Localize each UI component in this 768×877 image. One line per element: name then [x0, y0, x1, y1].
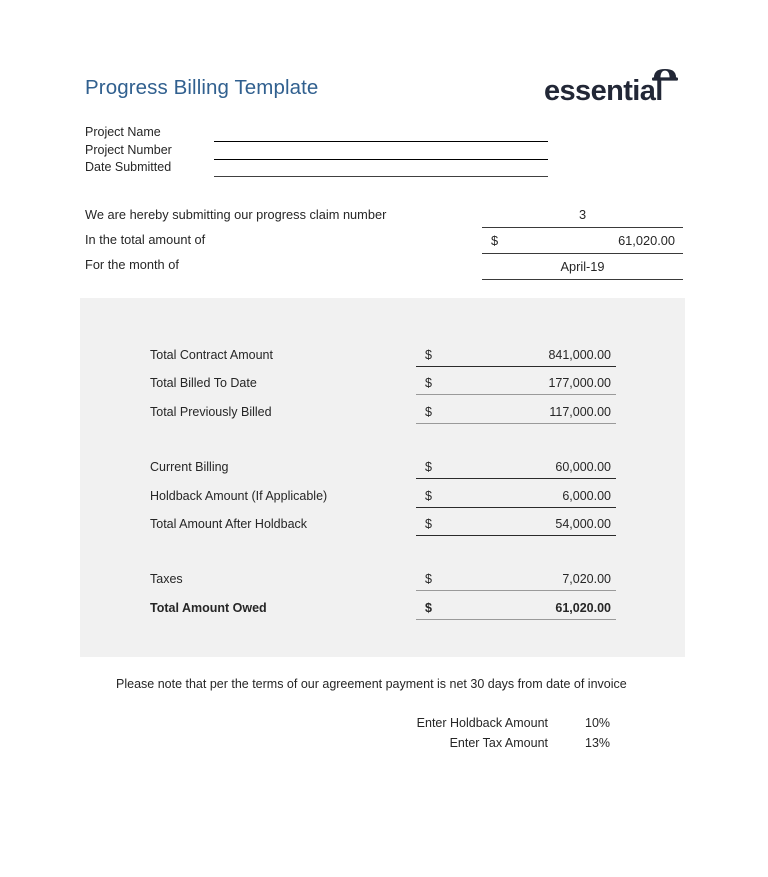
claim-total-amount-value: 61,020.00: [618, 233, 675, 248]
date-submitted-input[interactable]: [214, 176, 548, 177]
amount-value: 54,000.00: [555, 516, 611, 531]
row-value-taxes[interactable]: [416, 569, 616, 591]
table-row: [150, 457, 616, 485]
amount-value: 117,000.00: [549, 404, 611, 419]
entry-row-tax: [330, 734, 620, 754]
amount-value: 61,020.00: [555, 600, 611, 615]
logo-wordmark: essential: [544, 75, 663, 107]
table-row: [150, 486, 616, 514]
project-fields-labels: [85, 124, 172, 177]
amount-value: 60,000.00: [555, 460, 611, 475]
label-claim-number: We are hereby submitting our progress claim number: [85, 207, 387, 222]
label-project-name: Project Name: [85, 125, 161, 139]
claim-labels: [85, 202, 386, 277]
row-label-total-contract-amount: Total Contract Amount: [150, 348, 273, 362]
table-group-spacer: [150, 542, 616, 569]
table-row: [150, 373, 616, 401]
currency-symbol: $: [425, 572, 432, 587]
row-value-current-billing[interactable]: [416, 457, 616, 479]
row-value-total-after-holdback[interactable]: [416, 514, 616, 536]
row-label-current-billing: Current Billing: [150, 460, 229, 475]
row-label-total-previously-billed: Total Previously Billed: [150, 404, 272, 419]
row-value-total-amount-owed[interactable]: [416, 598, 616, 620]
table-group-spacer: [150, 430, 616, 457]
amount-value: 7,020.00: [562, 572, 611, 587]
claim-number-cell[interactable]: [482, 202, 683, 227]
row-label-total-after-holdback: Total Amount After Holdback: [150, 516, 308, 531]
currency-symbol: $: [425, 404, 432, 419]
row-value-total-billed-to-date[interactable]: [416, 373, 616, 395]
entry-row-holdback: [330, 714, 620, 734]
table-row: [150, 569, 616, 597]
table-row: [150, 402, 616, 430]
currency-symbol: $: [425, 348, 432, 362]
amount-value: 6,000.00: [562, 488, 611, 503]
entry-label-tax: Enter Tax Amount: [449, 735, 548, 750]
row-value-total-contract-amount[interactable]: [416, 345, 616, 367]
project-name-input[interactable]: [214, 141, 548, 142]
entry-value-tax[interactable]: 13%: [585, 735, 611, 750]
currency-symbol: $: [425, 600, 432, 615]
currency-symbol: $: [491, 233, 499, 248]
amount-value: 177,000.00: [548, 376, 611, 391]
label-month-of: For the month of: [85, 257, 179, 272]
currency-symbol: $: [425, 460, 432, 475]
claim-month-value: April-19: [560, 259, 605, 274]
row-value-total-previously-billed[interactable]: [416, 402, 616, 424]
project-number-input[interactable]: [214, 159, 548, 160]
entry-settings: [330, 714, 620, 753]
entry-value-holdback[interactable]: 10%: [585, 716, 611, 730]
entry-label-holdback: Enter Holdback Amount: [416, 716, 548, 730]
currency-symbol: $: [425, 488, 432, 503]
essential-logo: [544, 66, 684, 106]
currency-symbol: $: [425, 376, 432, 391]
page-title: Progress Billing Template: [85, 76, 319, 99]
table-row: [150, 598, 616, 626]
row-value-holdback-amount[interactable]: [416, 486, 616, 508]
payment-terms-note: Please note that per the terms of our agreement payment is net 30 days from date of invoice: [116, 677, 627, 691]
currency-symbol: $: [425, 516, 432, 531]
label-date-submitted: Date Submitted: [85, 160, 172, 174]
table-row: [150, 345, 616, 373]
table-row: [150, 514, 616, 542]
claim-values: [482, 202, 683, 280]
claim-number-value: 3: [578, 207, 587, 222]
claim-total-amount-cell[interactable]: [482, 227, 683, 253]
row-label-holdback-amount: Holdback Amount (If Applicable): [150, 488, 328, 503]
label-total-amount: In the total amount of: [85, 232, 206, 247]
row-label-total-billed-to-date: Total Billed To Date: [150, 376, 257, 391]
label-project-number: Project Number: [85, 142, 172, 157]
amount-value: 841,000.00: [548, 348, 611, 362]
row-label-taxes: Taxes: [150, 572, 183, 587]
row-label-total-amount-owed: Total Amount Owed: [150, 600, 267, 615]
summary-table: [150, 345, 616, 626]
claim-month-cell[interactable]: [482, 253, 683, 280]
